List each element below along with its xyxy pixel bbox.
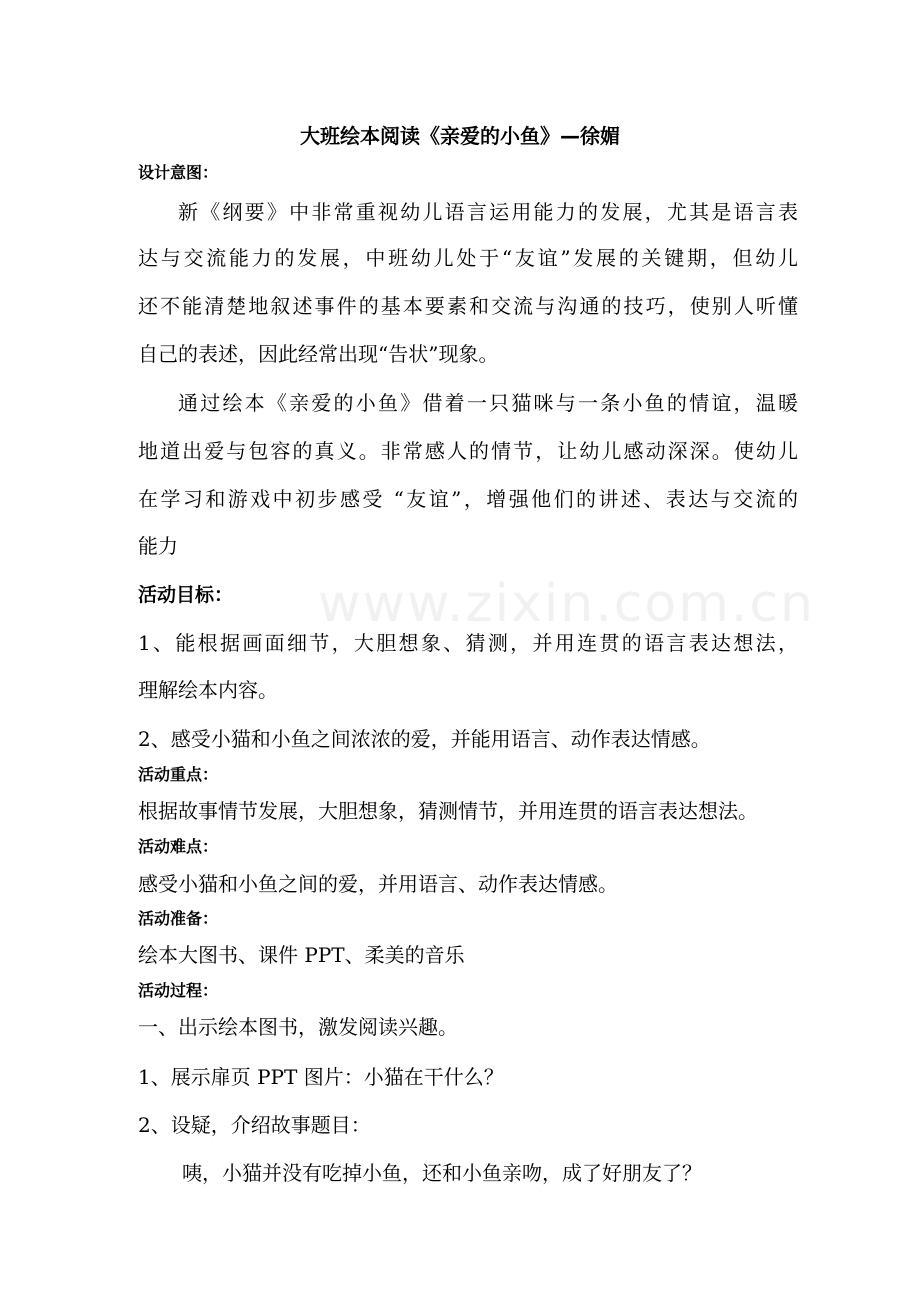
difficulty-text: 感受小猫和小鱼之间的爱，并用语言、动作表达情感。 xyxy=(138,872,618,896)
key-point-text: 根据故事情节发展，大胆想象，猜测情节，并用连贯的语言表达想法。 xyxy=(138,799,758,823)
watermark: www.zixin.com.cn xyxy=(318,574,815,634)
difficulty-heading: 活动难点： xyxy=(138,837,219,856)
design-para2-line2: 地道出爱与包容的真义。非常感人的情节，让幼儿感动深深。使幼儿 xyxy=(138,439,798,463)
process-step-1-2: 2、设疑，介绍故事题目： xyxy=(138,1113,371,1137)
design-para1-line2: 达与交流能力的发展，中班幼儿处于“友谊”发展的关键期，但幼儿 xyxy=(138,246,798,270)
design-para2-line1: 通过绘本《亲爱的小鱼》借着一只猫咪与一条小鱼的情谊，温暖 xyxy=(178,391,798,415)
design-para1-line4: 自己的表述，因此经常出现“告状”现象。 xyxy=(138,342,499,366)
preparation-text: 绘本大图书、课件 PPT、柔美的音乐 xyxy=(138,943,465,967)
design-para1-line1: 新《纲要》中非常重视幼儿语言运用能力的发展，尤其是语言表 xyxy=(178,200,798,224)
design-para1-line3: 还不能清楚地叙述事件的基本要素和交流与沟通的技巧，使别人听懂 xyxy=(138,294,798,318)
key-point-heading: 活动重点： xyxy=(138,765,219,784)
design-para2-line3: 在学习和游戏中初步感受 “友谊”，增强他们的讲述、表达与交流的 xyxy=(138,487,798,511)
process-step-1-1: 1、展示扉页 PPT 图片：小猫在干什么？ xyxy=(138,1065,504,1089)
process-step-1-2-detail: 咦，小猫并没有吃掉小鱼，还和小鱼亲吻，成了好朋友了？ xyxy=(182,1161,702,1185)
goal-2: 2、感受小猫和小鱼之间浓浓的爱，并能用语言、动作表达情感。 xyxy=(138,727,711,751)
goal-1-line2: 理解绘本内容。 xyxy=(138,678,278,702)
process-heading: 活动过程： xyxy=(138,981,219,1000)
goal-1-line1: 1、能根据画面细节，大胆想象、猜测，并用连贯的语言表达想法， xyxy=(138,631,798,655)
design-intent-heading: 设计意图： xyxy=(138,163,219,182)
goals-heading: 活动目标： xyxy=(138,584,234,606)
preparation-heading: 活动准备： xyxy=(138,909,219,928)
document-title: 大班绘本阅读《亲爱的小鱼》—徐媚 xyxy=(300,124,620,148)
design-para2-line4: 能力 xyxy=(138,534,178,558)
process-step-1: 一、出示绘本图书，激发阅读兴趣。 xyxy=(138,1015,458,1039)
